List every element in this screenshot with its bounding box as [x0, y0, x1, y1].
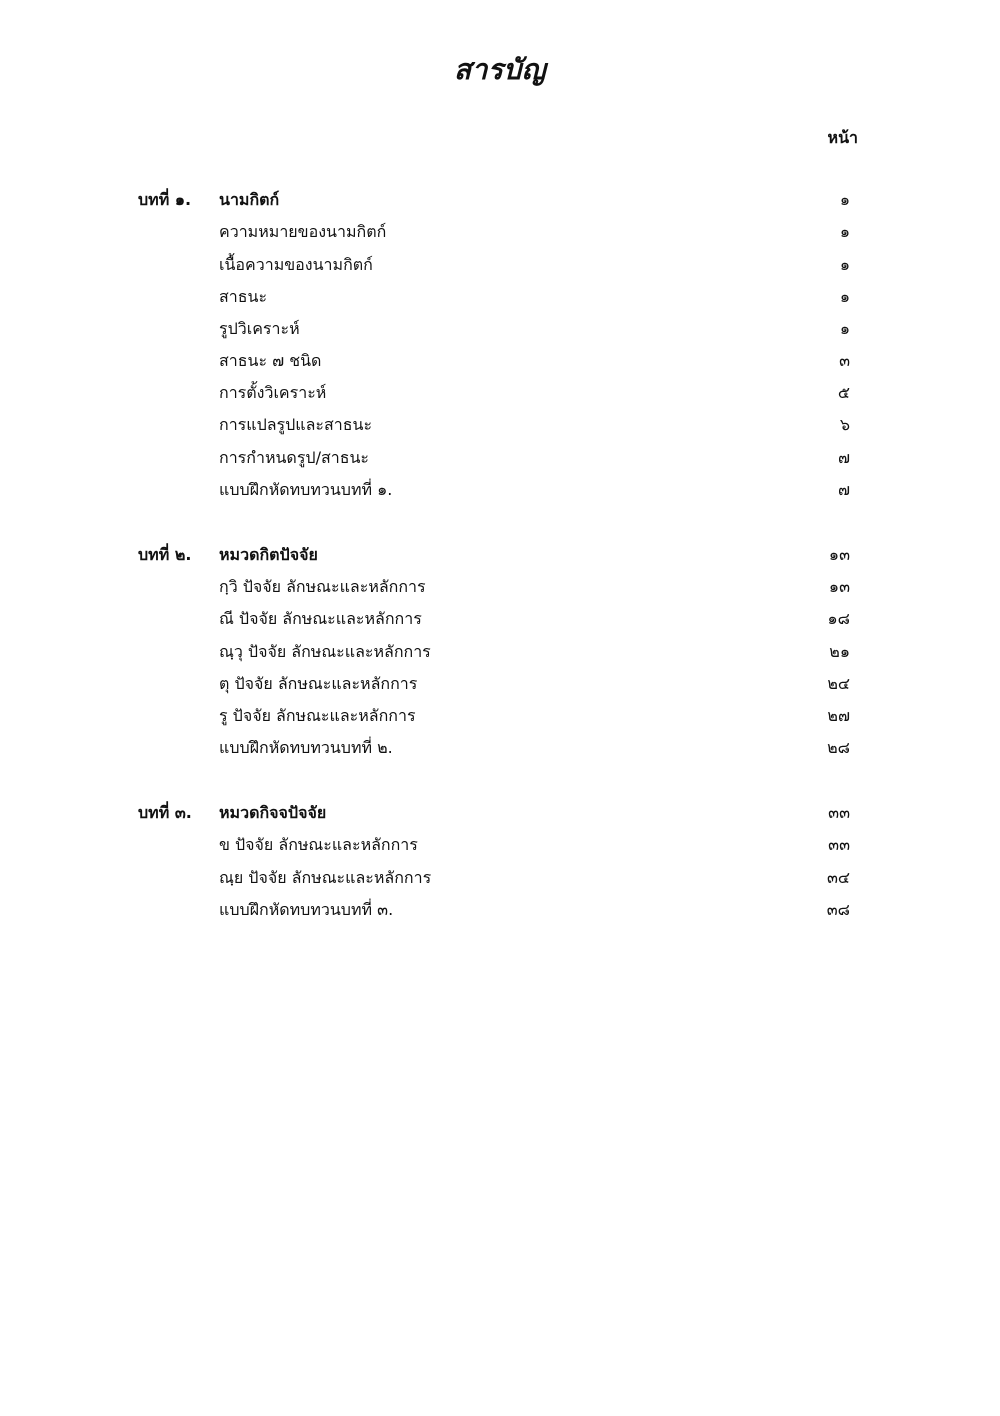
- page-number: ๑๓: [828, 545, 850, 564]
- page-number: ๗: [837, 448, 850, 467]
- toc-item-title: แบบฝึกหัดทบทวนบทที่ ๑.: [219, 480, 393, 499]
- toc-item: [0, 638, 1000, 666]
- toc-item-title: แบบฝึกหัดทบทวนบทที่ ๒.: [219, 738, 393, 757]
- page-number: ๑: [839, 255, 850, 274]
- page-number: ๓: [839, 351, 850, 370]
- chapter-title: หมวดกิตปัจจัย: [219, 545, 318, 564]
- toc-item: [0, 379, 1000, 407]
- toc-item-title: รูปวิเคราะห์: [219, 319, 300, 338]
- toc-item-title: ความหมายของนามกิตก์: [219, 222, 387, 241]
- toc-item: [0, 444, 1000, 472]
- toc-item: [0, 347, 1000, 375]
- page-number: ๒๑: [829, 642, 850, 661]
- page-number: ๑: [839, 287, 850, 306]
- toc-item-title: เนื้อความของนามกิตก์: [219, 255, 373, 274]
- toc-item-title: ข ปัจจัย ลักษณะและหลักการ: [219, 835, 418, 854]
- chapter-row: [0, 541, 1000, 569]
- toc-item-title: การตั้งวิเคราะห์: [219, 383, 327, 402]
- chapter-title: หมวดกิจจปัจจัย: [219, 803, 327, 822]
- toc-item: [0, 702, 1000, 730]
- page-number: ๒๗: [827, 706, 850, 725]
- toc-item: [0, 896, 1000, 924]
- page-number: ๒๔: [827, 674, 850, 693]
- chapter-label: บทที่ ๑.: [138, 190, 192, 209]
- chapter-row: [0, 799, 1000, 827]
- toc-item-title: แบบฝึกหัดทบทวนบทที่ ๓.: [219, 900, 394, 919]
- chapter-label: บทที่ ๓.: [138, 803, 192, 822]
- page-number: ๑๓: [828, 577, 850, 596]
- page-number: ๑: [839, 222, 850, 241]
- toc-item-title: ณฺวุ ปัจจัย ลักษณะและหลักการ: [219, 642, 431, 661]
- page-number: ๑๘: [827, 609, 850, 628]
- toc-item-title: ณี ปัจจัย ลักษณะและหลักการ: [219, 609, 422, 628]
- toc-item-title: กฺวิ ปัจจัย ลักษณะและหลักการ: [219, 577, 426, 596]
- toc-item-title: การแปลรูปและสาธนะ: [219, 415, 373, 434]
- page-number: ๑: [839, 190, 850, 209]
- page-title: สารบัญ: [454, 53, 546, 86]
- page-number: ๓๘: [826, 900, 850, 919]
- toc-item-title: สาธนะ ๗ ชนิด: [219, 351, 322, 370]
- toc-item: [0, 476, 1000, 504]
- toc-item: [0, 670, 1000, 698]
- toc-item: [0, 734, 1000, 762]
- toc-item-title: ณฺย ปัจจัย ลักษณะและหลักการ: [219, 868, 432, 887]
- toc-item: [0, 573, 1000, 601]
- toc-item-title: รู ปัจจัย ลักษณะและหลักการ: [219, 706, 416, 725]
- toc-item: [0, 411, 1000, 439]
- page-number: ๓๓: [828, 835, 850, 854]
- toc-item-title: สาธนะ: [219, 287, 268, 306]
- toc-item: [0, 605, 1000, 633]
- toc-item: [0, 831, 1000, 859]
- chapter-title: นามกิตก์: [219, 190, 280, 209]
- toc-item-title: การกำหนดรูป/สาธนะ: [219, 448, 369, 467]
- page-number: ๖: [839, 415, 850, 434]
- page-number: ๒๘: [827, 738, 850, 757]
- toc-item: [0, 251, 1000, 279]
- page-number: ๓๔: [826, 868, 850, 887]
- toc-item: [0, 218, 1000, 246]
- chapter-row: [0, 186, 1000, 214]
- page-number: ๓๓: [828, 803, 850, 822]
- toc-item-title: ตุ ปัจจัย ลักษณะและหลักการ: [219, 674, 418, 693]
- page-number: ๗: [837, 480, 850, 499]
- page-number: ๕: [837, 383, 850, 402]
- toc-item: [0, 283, 1000, 311]
- toc-item: [0, 864, 1000, 892]
- toc-item: [0, 315, 1000, 343]
- page-column-label: หน้า: [827, 128, 858, 147]
- chapter-label: บทที่ ๒.: [138, 545, 192, 564]
- page-number: ๑: [839, 319, 850, 338]
